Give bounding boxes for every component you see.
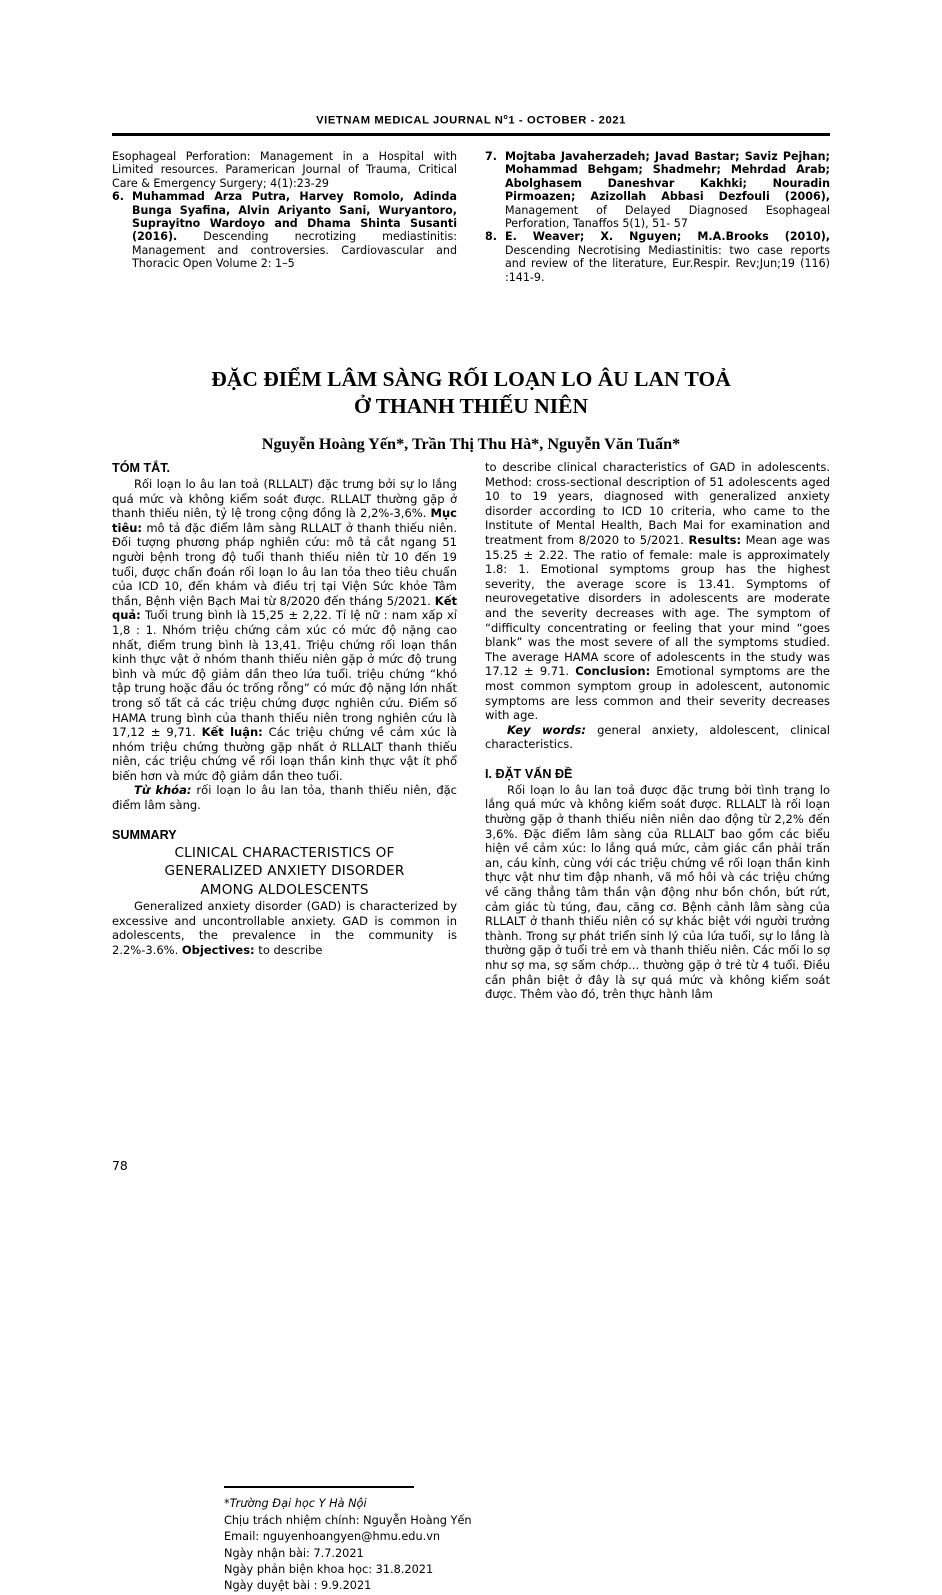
ea-part-3: Mean age was 15.25 ± 2.22. The ratio of female: male is approximately 1.8: 1. Emotional symptoms group has the highest severity, the average score is 13.41. Symptoms of neurovegetative disorders in adolescents are moderate and the severity decreases with age. The symptom of “difficulty concentrating or feeling that your mind “goes blank” was the most severe of all the symptoms studied. The average HAMA score of adolescents in the study was 17.12 ± 9.71. [485,532,830,679]
reference-authors: Mojtaba Javaherzadeh; Javad Bastar; Saviz Pejhan; Mohammad Behgam; Shadmehr; Mehrdad Arab; Abolghasem Daneshvar Kakhki; Nouradin Pirmoazen; Azizollah Abbasi Dezfouli (2006), [505,150,830,204]
va-part-3: Tuổi trung bình là 15,25 ± 2,22. Tỉ lệ nữ : nam xấp xỉ 1,8 : 1. Nhóm triệu chứng cảm xúc có mức độ nặng cao nhất, điểm trung bình là 13,41. Triệu chứng rối loạn thần kinh thực vật ở nhóm thanh thiếu niên gặp ở mức độ trung bình và mức độ giảm dần theo lứa tuổi. triệu chứng “khó tập trung hoặc đầu óc trống rỗng” có mức độ nặng lớn nhất trong số tất cả các triệu chứng được nghiên cứu. Điểm số HAMA trung bình của thanh thiếu niên trong nghiên cứu là 17,12 ± 9,71. [112,608,457,740]
page-number: 78 [112,1158,128,1173]
references-section [112,150,830,284]
introduction-paragraph: Rối loạn lo âu lan toả được đặc trưng bởi tình trạng lo lắng quá mức và không kiểm soát được. RLLALT là rối loạn thường gặp ở thanh thiếu niên niên dao động từ 2,2% đến 3,6%. Đặc điểm lâm sàng của RLLALT bao gồm các biểu hiện về cảm xúc: lo lắng quá mức, cảm giác cần phải trấn an, cáu kỉnh, cùng với các triệu chứng về rối loạn thần kinh thực vật như tim đập nhanh, vã mồ hôi và các triệu chứng về căng thẳng tâm thần vận động như bồn chồn, bứt rứt, cảm giác tù túng, đau, căng cơ. Bệnh cảnh lâm sàng của RLLALT ở thanh thiếu niên có sự khác biệt với người trưởng thành. Trong sự phát triển sinh lý của lứa tuổi, sự lo lắng là thường gặp ở tuổi trẻ em và thanh thiếu niên. Các mối lo sợ như sợ ma, sợ sấm chớp... thường gặp ở trẻ từ 4 tuổi. Điều cần phân biệt ở đây là sự quá mức và không kiểm soát được. Thêm vào đó, trên thực hành lâm [485,782,830,1002]
article-title-block [112,366,830,454]
ea-part-4: Emotional symptoms are the most common symptom group in adolescent, autonomic symptoms are less common and their severity decreases with age. [485,664,830,723]
english-title-line-1: CLINICAL CHARACTERISTICS OF [174,844,395,861]
references-right-column [485,150,830,284]
reference-authors: E. Weaver; X. Nguyen; M.A.Brooks (2010), [505,230,830,244]
reference-details: Descending necrotizing mediastinitis: Management and controversies. Cardiovascular and Thoracic Open Volume 2: 1–5 [132,230,457,271]
english-title-line-3: AMONG ALDOLESCENTS [200,881,369,898]
va-part-2: mô tả đặc điểm lâm sàng RLLALT ở thanh thiếu niên. Đối tượng phương pháp nghiên cứu: mô tả cắt ngang 51 người bệnh trong độ tuổi thanh thiếu niên từ 10 đến 19 tuổi, được chẩn đoán rối loạn lo âu lan tỏa theo tiêu chuẩn của ICD 10, đến khám và điều trị tại Viện Sức khỏe Tâm thần, Bệnh viện Bạch Mai từ 8/2020 đến tháng 5/2021. [112,520,457,608]
reference-details: Descending Necrotising Mediastinitis: two case reports and review of the literature, Eur.Respir. Rev;Jun;19 (116) :141-9. [505,243,830,284]
running-head-superscript: o [503,114,509,121]
article-title [112,366,830,420]
english-abstract-body-part-a [112,899,457,957]
vietnamese-keywords-label: Từ khóa: [134,783,192,798]
ea-part-2-lead: to describe [254,942,323,957]
running-head-post: 1 - OCTOBER - 2021 [508,114,626,127]
footnote-divider [224,1486,414,1488]
footnote-corresponding-author: Chịu trách nhiệm chính: Nguyễn Hoàng Yến [224,1513,472,1527]
english-abstract-body-part-b [485,460,830,723]
running-head-rule [112,133,830,136]
article-title-line-1: ĐẶC ĐIỂM LÂM SÀNG RỐI LOẠN LO ÂU LAN TOẢ [211,367,731,391]
english-keywords-label: Key words: [507,722,586,737]
article-title-line-2: Ở THANH THIẾU NIÊN [354,394,588,418]
reference-details: Management of Delayed Diagnosed Esophageal Perforation, Tanaffos 5(1), 51- 57 [505,203,830,231]
vietnamese-abstract-heading: TÓM TẮT. [112,461,171,475]
ea-label-results: Results: [688,532,742,547]
va-label-objective: Mục tiêu: [112,506,457,535]
reference-number: 6. [112,190,124,204]
reference-number: 8. [485,230,497,244]
vietnamese-keywords-text: rối loạn lo âu lan tỏa, thanh thiếu niên, đặc điểm lâm sàng. [112,783,457,813]
english-title-line-2: GENERALIZED ANXIETY DISORDER [164,863,405,880]
running-head-pre: VIETNAM MEDICAL JOURNAL N [316,114,504,127]
va-label-conclusion: Kết luận: [201,725,263,740]
reference-number: 7. [485,150,497,163]
footnote-received-date: Ngày nhận bài: 7.7.2021 [224,1546,364,1560]
english-keywords-text: general anxiety, aldolescent, clinical characteristics. [485,722,830,752]
footnote-review-date: Ngày phản biện khoa học: 31.8.2021 [224,1563,434,1577]
reference-item [485,230,830,284]
vietnamese-abstract-body [112,477,457,783]
footnote-email: Email: nguyenhoangyen@hmu.edu.vn [224,1530,441,1544]
references-left-column [112,150,457,284]
footnote-block [224,1486,569,1595]
body-right-column [485,460,830,1002]
article-authors: Nguyễn Hoàng Yến*, Trần Thị Thu Hà*, Nguyễn Văn Tuấn* [261,435,681,453]
va-label-results: Kết quả: [112,593,457,623]
english-abstract-heading: SUMMARY [112,827,177,842]
english-keywords [485,723,830,752]
ea-label-objectives: Objectives: [181,942,255,957]
footnote-accepted-date: Ngày duyệt bài : 9.9.2021 [224,1579,372,1593]
va-part-1: Rối loạn lo âu lan toả (RLLALT) đặc trưng bởi sự lo lắng quá mức và không kiểm soát được. RLLALT thường gặp ở thanh thiếu niên, tỷ lệ trong cộng đồng là 2,2%-3,6%. [112,477,457,521]
ea-part-1: Generalized anxiety disorder (GAD) is characterized by excessive and uncontrollable anxiety. GAD is common in adolescents, the prevalence in the community is 2.2%-3.6%. [112,899,457,957]
reference-continued: Esophageal Perforation: Management in a Hospital with Limited resources. Paramerican Journal of Trauma, Critical Care & Emergency Surgery; 4(1):23-29 [112,150,457,190]
ea-label-conclusion: Conclusion: [575,664,651,679]
reference-item [112,190,457,270]
reference-item [485,150,830,230]
va-part-4: Các triệu chứng về cảm xúc là nhóm triệu chứng thường gặp nhất ở RLLALT thanh thiếu niên, các triệu chứng về rối loạn thần kinh thực vật ít phổ biến hơn và mức độ giảm dần theo tuổi. [112,725,457,783]
reference-authors: Muhammad Arza Putra, Harvey Romolo, Adinda Bunga Syafina, Alvin Ariyanto Sani, Wuryantoro, Suprayitno Wardoyo and Dhama Shinta Susanti (2016). [132,190,457,244]
introduction-heading: I. ĐẶT VẤN ĐỀ [485,766,573,781]
running-head [112,114,830,127]
footnote-affiliation: *Trường Đại học Y Hà Nội [224,1497,367,1511]
english-abstract-title [112,844,457,900]
vietnamese-keywords [112,783,457,812]
ea-part-2: to describe clinical characteristics of GAD in adolescents. Method: cross-sectional description of 51 adolescents aged 10 to 19 years, diagnosed with generalized anxiety disorder according to ICD 10 criteria, who came to the Institute of Mental Health, Bach Mai for examination and treatment from 8/2020 to 5/2021. [485,460,830,547]
